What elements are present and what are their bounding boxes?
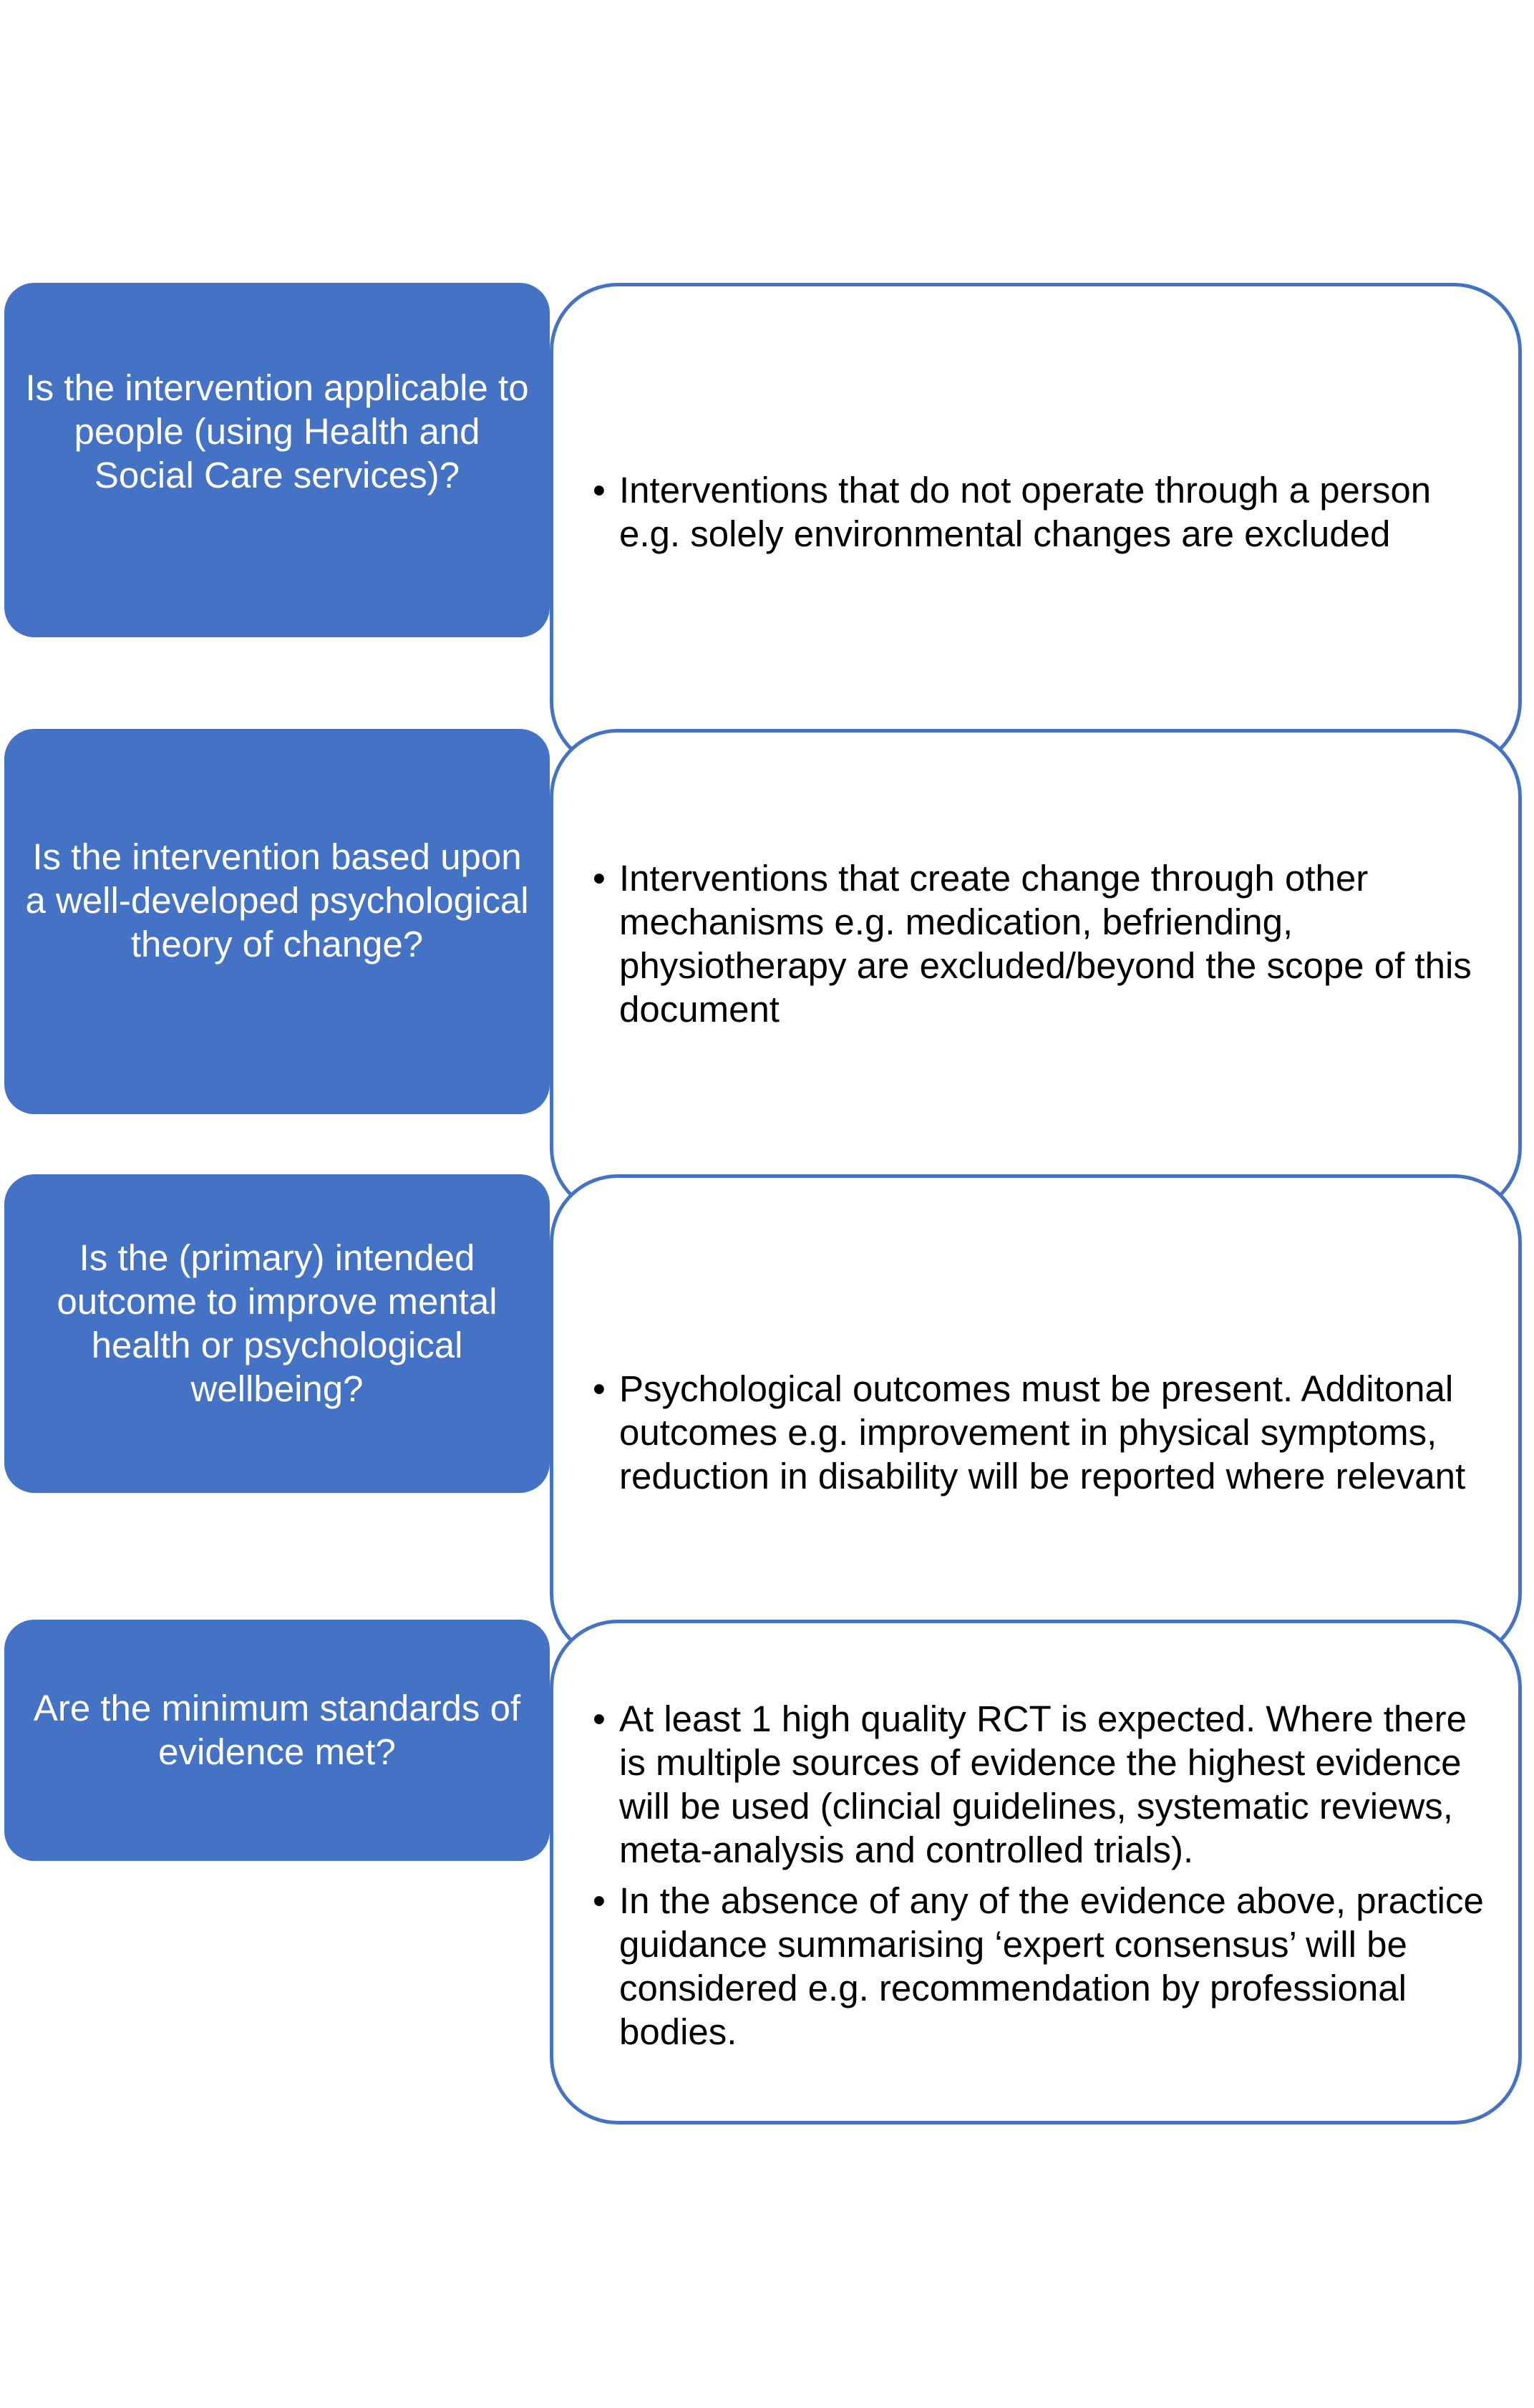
criterion-detail-bullet: • Interventions that create change through other mechanisms e.g. medication, befriending, physiotherapy are excluded/beyond the scope of this document bbox=[593, 858, 1472, 1030]
criterion-question-text: Is the intervention based upon a well-developed psychological theory of change? bbox=[25, 836, 529, 964]
criterion-question-box-3 bbox=[4, 1174, 550, 1493]
criterion-question-box-2 bbox=[4, 729, 550, 1114]
criterion-detail-box-2 bbox=[550, 729, 1522, 1216]
criterion-detail-bullet: • Psychological outcomes must be present. Additonal outcomes e.g. improvement in physical symptoms, reduction in disability will be reported where relevant bbox=[593, 1368, 1466, 1496]
criterion-question-box-4 bbox=[4, 1620, 550, 1861]
criterion-detail-box-1 bbox=[550, 283, 1522, 770]
criterion-question-text: Is the (primary) intended outcome to improve mental health or psychological wellbeing? bbox=[57, 1237, 497, 1409]
criterion-detail-box-3 bbox=[550, 1174, 1522, 1661]
criterion-detail-bullet: • At least 1 high quality RCT is expected. Where there is multiple sources of evidence the highest evidence will be used (clincial guidelines, systematic reviews, meta-analysis and controlled trials). bbox=[593, 1698, 1467, 1870]
criterion-detail-bullet: • Interventions that do not operate through a person e.g. solely environmental changes are excluded bbox=[593, 470, 1432, 554]
criterion-question-box-1 bbox=[4, 283, 550, 637]
criterion-question-text: Are the minimum standards of evidence met? bbox=[33, 1687, 521, 1772]
criterion-detail-bullet: • In the absence of any of the evidence above, practice guidance summarising ‘expert consensus’ will be considered e.g. recommendation by professional bodies. bbox=[593, 1880, 1484, 2052]
criterion-detail-box-4 bbox=[550, 1620, 1522, 2124]
criterion-question-text: Is the intervention applicable to people (using Health and Social Care services)? bbox=[25, 367, 529, 495]
